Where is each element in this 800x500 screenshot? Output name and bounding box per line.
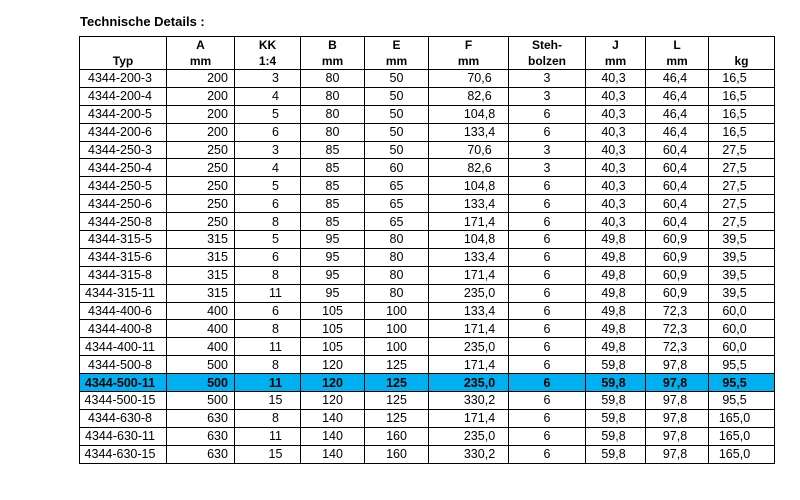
table-row (80, 445, 775, 463)
cell-a: 250 (167, 141, 235, 159)
cell-j: 59,8 (586, 409, 646, 427)
cell-stehbolzen: 6 (509, 356, 586, 374)
cell-l: 60,4 (646, 195, 709, 213)
cell-kg: 165,0 (709, 445, 775, 463)
cell-e: 65 (365, 195, 429, 213)
cell-a: 400 (167, 338, 235, 356)
cell-stehbolzen: 6 (509, 195, 586, 213)
cell-e: 125 (365, 356, 429, 374)
cell-l: 46,4 (646, 70, 709, 88)
cell-kg: 27,5 (709, 177, 775, 195)
header-e-1: E (365, 37, 429, 54)
cell-kk: 3 (235, 70, 301, 88)
cell-typ: 4344-315-8 (80, 266, 167, 284)
cell-j: 40,3 (586, 177, 646, 195)
cell-typ: 4344-400-8 (80, 320, 167, 338)
header-kk-2: 1:4 (235, 53, 301, 70)
cell-kk: 3 (235, 141, 301, 159)
cell-b: 140 (301, 445, 365, 463)
cell-typ: 4344-500-11 (80, 374, 167, 392)
cell-e: 60 (365, 159, 429, 177)
cell-b: 95 (301, 266, 365, 284)
cell-kk: 4 (235, 159, 301, 177)
cell-b: 80 (301, 105, 365, 123)
cell-typ: 4344-400-6 (80, 302, 167, 320)
cell-e: 125 (365, 374, 429, 392)
cell-j: 49,8 (586, 284, 646, 302)
cell-a: 250 (167, 177, 235, 195)
cell-b: 95 (301, 231, 365, 249)
cell-kk: 15 (235, 445, 301, 463)
cell-stehbolzen: 6 (509, 177, 586, 195)
cell-b: 85 (301, 141, 365, 159)
cell-b: 85 (301, 213, 365, 231)
cell-kk: 4 (235, 87, 301, 105)
cell-f: 171,4 (429, 356, 509, 374)
cell-f: 133,4 (429, 123, 509, 141)
cell-l: 60,4 (646, 141, 709, 159)
cell-typ: 4344-500-15 (80, 392, 167, 410)
cell-l: 97,8 (646, 445, 709, 463)
cell-j: 40,3 (586, 159, 646, 177)
header-typ-2: Typ (80, 53, 167, 70)
cell-e: 100 (365, 338, 429, 356)
cell-l: 97,8 (646, 409, 709, 427)
cell-e: 50 (365, 87, 429, 105)
table-row (80, 159, 775, 177)
technical-details-table (79, 36, 775, 464)
cell-a: 250 (167, 159, 235, 177)
cell-e: 160 (365, 427, 429, 445)
header-f-2: mm (429, 53, 509, 70)
cell-f: 104,8 (429, 105, 509, 123)
table-row (80, 320, 775, 338)
table-row (80, 105, 775, 123)
cell-b: 80 (301, 87, 365, 105)
cell-a: 250 (167, 213, 235, 231)
cell-kg: 165,0 (709, 409, 775, 427)
cell-kk: 5 (235, 231, 301, 249)
cell-kg: 39,5 (709, 284, 775, 302)
cell-e: 50 (365, 123, 429, 141)
table-row (80, 266, 775, 284)
cell-e: 65 (365, 213, 429, 231)
table-row (80, 195, 775, 213)
table-row (80, 302, 775, 320)
cell-j: 59,8 (586, 374, 646, 392)
table-row (80, 87, 775, 105)
cell-kk: 8 (235, 213, 301, 231)
cell-stehbolzen: 6 (509, 266, 586, 284)
cell-l: 60,9 (646, 248, 709, 266)
header-typ-1 (80, 37, 167, 54)
cell-b: 85 (301, 159, 365, 177)
cell-e: 100 (365, 302, 429, 320)
header-l-2: mm (646, 53, 709, 70)
cell-typ: 4344-250-3 (80, 141, 167, 159)
cell-a: 315 (167, 231, 235, 249)
cell-a: 630 (167, 409, 235, 427)
cell-kg: 16,5 (709, 87, 775, 105)
table-row (80, 123, 775, 141)
cell-f: 330,2 (429, 445, 509, 463)
cell-typ: 4344-400-11 (80, 338, 167, 356)
cell-a: 315 (167, 284, 235, 302)
cell-f: 330,2 (429, 392, 509, 410)
cell-b: 95 (301, 284, 365, 302)
cell-b: 105 (301, 338, 365, 356)
cell-stehbolzen: 6 (509, 105, 586, 123)
cell-b: 120 (301, 392, 365, 410)
cell-j: 40,3 (586, 195, 646, 213)
header-e-2: mm (365, 53, 429, 70)
cell-kg: 39,5 (709, 248, 775, 266)
cell-b: 95 (301, 248, 365, 266)
cell-e: 80 (365, 231, 429, 249)
cell-b: 80 (301, 123, 365, 141)
cell-stehbolzen: 3 (509, 141, 586, 159)
cell-f: 235,0 (429, 284, 509, 302)
cell-kk: 8 (235, 266, 301, 284)
table-row (80, 141, 775, 159)
cell-typ: 4344-250-8 (80, 213, 167, 231)
cell-stehbolzen: 6 (509, 338, 586, 356)
cell-kg: 27,5 (709, 159, 775, 177)
cell-kg: 27,5 (709, 213, 775, 231)
cell-f: 104,8 (429, 231, 509, 249)
cell-j: 49,8 (586, 248, 646, 266)
cell-typ: 4344-315-6 (80, 248, 167, 266)
cell-f: 235,0 (429, 427, 509, 445)
cell-kg: 16,5 (709, 123, 775, 141)
cell-j: 49,8 (586, 231, 646, 249)
cell-kg: 39,5 (709, 266, 775, 284)
cell-stehbolzen: 6 (509, 248, 586, 266)
cell-kk: 15 (235, 392, 301, 410)
cell-a: 250 (167, 195, 235, 213)
cell-j: 40,3 (586, 141, 646, 159)
cell-kk: 11 (235, 374, 301, 392)
cell-stehbolzen: 6 (509, 213, 586, 231)
cell-e: 80 (365, 266, 429, 284)
cell-l: 60,4 (646, 213, 709, 231)
cell-typ: 4344-630-15 (80, 445, 167, 463)
table-row (80, 248, 775, 266)
cell-stehbolzen: 6 (509, 320, 586, 338)
cell-f: 171,4 (429, 266, 509, 284)
cell-kk: 8 (235, 356, 301, 374)
cell-f: 133,4 (429, 248, 509, 266)
cell-a: 500 (167, 392, 235, 410)
cell-kk: 11 (235, 284, 301, 302)
cell-kk: 6 (235, 248, 301, 266)
cell-typ: 4344-250-5 (80, 177, 167, 195)
cell-kk: 6 (235, 302, 301, 320)
cell-kk: 11 (235, 338, 301, 356)
cell-typ: 4344-250-4 (80, 159, 167, 177)
table-row (80, 284, 775, 302)
cell-kg: 16,5 (709, 105, 775, 123)
cell-stehbolzen: 6 (509, 409, 586, 427)
cell-f: 70,6 (429, 70, 509, 88)
cell-typ: 4344-630-8 (80, 409, 167, 427)
cell-kk: 11 (235, 427, 301, 445)
cell-a: 200 (167, 70, 235, 88)
cell-a: 315 (167, 266, 235, 284)
header-a-2: mm (167, 53, 235, 70)
cell-f: 235,0 (429, 374, 509, 392)
cell-kk: 5 (235, 177, 301, 195)
cell-typ: 4344-315-5 (80, 231, 167, 249)
cell-f: 171,4 (429, 213, 509, 231)
header-b-1: B (301, 37, 365, 54)
cell-kg: 95,5 (709, 392, 775, 410)
cell-l: 97,8 (646, 392, 709, 410)
cell-e: 50 (365, 105, 429, 123)
cell-e: 65 (365, 177, 429, 195)
cell-typ: 4344-250-6 (80, 195, 167, 213)
cell-kk: 6 (235, 195, 301, 213)
cell-f: 171,4 (429, 409, 509, 427)
cell-l: 46,4 (646, 87, 709, 105)
cell-b: 85 (301, 177, 365, 195)
table-row (80, 213, 775, 231)
cell-j: 59,8 (586, 392, 646, 410)
cell-e: 160 (365, 445, 429, 463)
cell-kg: 27,5 (709, 141, 775, 159)
cell-kg: 27,5 (709, 195, 775, 213)
table-body (80, 70, 775, 464)
cell-kk: 8 (235, 409, 301, 427)
cell-kg: 60,0 (709, 302, 775, 320)
cell-b: 120 (301, 356, 365, 374)
cell-b: 140 (301, 427, 365, 445)
cell-f: 82,6 (429, 159, 509, 177)
cell-b: 140 (301, 409, 365, 427)
cell-a: 400 (167, 302, 235, 320)
cell-l: 97,8 (646, 427, 709, 445)
table-row (80, 392, 775, 410)
cell-a: 630 (167, 427, 235, 445)
cell-typ: 4344-200-5 (80, 105, 167, 123)
cell-kg: 165,0 (709, 427, 775, 445)
cell-e: 80 (365, 248, 429, 266)
cell-j: 49,8 (586, 338, 646, 356)
cell-f: 235,0 (429, 338, 509, 356)
cell-j: 49,8 (586, 320, 646, 338)
cell-kg: 16,5 (709, 70, 775, 88)
header-l-1: L (646, 37, 709, 54)
header-f-1: F (429, 37, 509, 54)
cell-kg: 95,5 (709, 356, 775, 374)
cell-stehbolzen: 6 (509, 374, 586, 392)
cell-e: 125 (365, 409, 429, 427)
cell-l: 97,8 (646, 356, 709, 374)
cell-j: 40,3 (586, 123, 646, 141)
cell-f: 104,8 (429, 177, 509, 195)
cell-kg: 39,5 (709, 231, 775, 249)
header-stehbolzen-1: Steh- (509, 37, 586, 54)
cell-kk: 5 (235, 105, 301, 123)
cell-b: 105 (301, 320, 365, 338)
cell-stehbolzen: 3 (509, 87, 586, 105)
cell-stehbolzen: 6 (509, 123, 586, 141)
cell-a: 500 (167, 356, 235, 374)
header-kk-1: KK (235, 37, 301, 54)
cell-b: 120 (301, 374, 365, 392)
cell-e: 50 (365, 141, 429, 159)
header-stehbolzen-2: bolzen (509, 53, 586, 70)
cell-stehbolzen: 6 (509, 392, 586, 410)
cell-stehbolzen: 6 (509, 302, 586, 320)
header-j-2: mm (586, 53, 646, 70)
cell-l: 46,4 (646, 123, 709, 141)
header-a-1: A (167, 37, 235, 54)
cell-a: 200 (167, 87, 235, 105)
cell-f: 82,6 (429, 87, 509, 105)
table-row (80, 374, 775, 392)
header-row-2 (80, 53, 775, 70)
cell-a: 315 (167, 248, 235, 266)
cell-a: 200 (167, 105, 235, 123)
cell-stehbolzen: 3 (509, 159, 586, 177)
cell-j: 40,3 (586, 87, 646, 105)
cell-f: 133,4 (429, 302, 509, 320)
cell-kg: 60,0 (709, 338, 775, 356)
cell-stehbolzen: 6 (509, 284, 586, 302)
table-row (80, 338, 775, 356)
cell-typ: 4344-200-6 (80, 123, 167, 141)
header-row-1 (80, 37, 775, 54)
cell-j: 59,8 (586, 445, 646, 463)
cell-b: 85 (301, 195, 365, 213)
cell-stehbolzen: 6 (509, 427, 586, 445)
cell-l: 60,9 (646, 266, 709, 284)
cell-e: 50 (365, 70, 429, 88)
section-title: Technische Details : (80, 14, 205, 29)
table-row (80, 356, 775, 374)
cell-stehbolzen: 3 (509, 70, 586, 88)
cell-kg: 60,0 (709, 320, 775, 338)
cell-e: 100 (365, 320, 429, 338)
cell-kk: 8 (235, 320, 301, 338)
header-kg-1 (709, 37, 775, 54)
table-row (80, 177, 775, 195)
cell-e: 80 (365, 284, 429, 302)
table-row (80, 409, 775, 427)
cell-l: 46,4 (646, 105, 709, 123)
table-row (80, 70, 775, 88)
cell-j: 59,8 (586, 427, 646, 445)
cell-l: 72,3 (646, 338, 709, 356)
cell-j: 49,8 (586, 266, 646, 284)
header-b-2: mm (301, 53, 365, 70)
cell-e: 125 (365, 392, 429, 410)
cell-kg: 95,5 (709, 374, 775, 392)
cell-b: 80 (301, 70, 365, 88)
cell-typ: 4344-500-8 (80, 356, 167, 374)
cell-j: 40,3 (586, 213, 646, 231)
cell-b: 105 (301, 302, 365, 320)
cell-a: 200 (167, 123, 235, 141)
cell-a: 500 (167, 374, 235, 392)
header-kg-2: kg (709, 53, 775, 70)
cell-j: 40,3 (586, 70, 646, 88)
cell-l: 60,9 (646, 231, 709, 249)
table-row (80, 231, 775, 249)
cell-f: 171,4 (429, 320, 509, 338)
cell-f: 70,6 (429, 141, 509, 159)
cell-typ: 4344-200-3 (80, 70, 167, 88)
cell-l: 60,4 (646, 177, 709, 195)
cell-typ: 4344-315-11 (80, 284, 167, 302)
table-row (80, 427, 775, 445)
cell-stehbolzen: 6 (509, 445, 586, 463)
cell-l: 60,9 (646, 284, 709, 302)
cell-a: 400 (167, 320, 235, 338)
cell-l: 72,3 (646, 320, 709, 338)
cell-j: 49,8 (586, 302, 646, 320)
cell-typ: 4344-630-11 (80, 427, 167, 445)
cell-typ: 4344-200-4 (80, 87, 167, 105)
cell-stehbolzen: 6 (509, 231, 586, 249)
cell-j: 40,3 (586, 105, 646, 123)
cell-kk: 6 (235, 123, 301, 141)
cell-f: 133,4 (429, 195, 509, 213)
cell-l: 60,4 (646, 159, 709, 177)
cell-l: 72,3 (646, 302, 709, 320)
cell-l: 97,8 (646, 374, 709, 392)
cell-a: 630 (167, 445, 235, 463)
cell-j: 59,8 (586, 356, 646, 374)
header-j-1: J (586, 37, 646, 54)
